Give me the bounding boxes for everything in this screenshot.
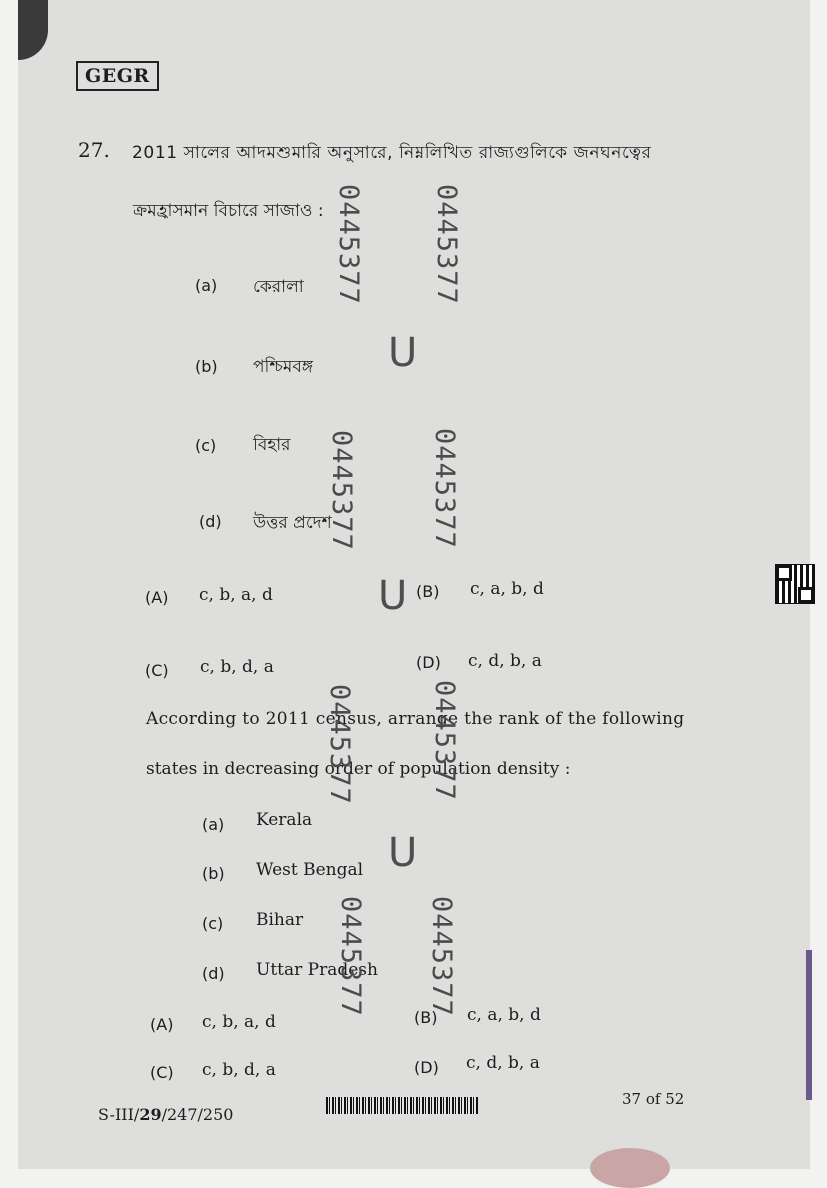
english-option-text: c, a, b, d [467, 1005, 541, 1025]
question-number: 27. [78, 138, 110, 162]
serial-stamp: 0445377 [426, 896, 457, 1017]
english-option-label: (A) [150, 1015, 174, 1034]
english-option-text: c, d, b, a [466, 1053, 540, 1073]
finger-blur [590, 1148, 670, 1188]
serial-stamp: 0445377 [326, 430, 357, 551]
english-option-text: c, b, d, a [202, 1060, 276, 1080]
serial-stamp: 0445377 [335, 896, 366, 1017]
serial-stamp: 0445377 [431, 184, 462, 305]
english-item-text: Uttar Pradesh [256, 960, 378, 980]
english-item-label: (c) [202, 914, 224, 933]
bengali-option-label: (C) [145, 661, 169, 680]
english-option-label: (C) [150, 1063, 174, 1082]
qr-code-icon [776, 565, 814, 603]
bengali-question-line-2: ক্রমহ্রাসমান বিচারে সাজাও : [133, 201, 324, 221]
bengali-item-label: (d) [199, 512, 222, 531]
bengali-option-text: c, b, a, d [199, 585, 273, 605]
paper-code [98, 1105, 233, 1124]
u-stamp-mark: U [388, 330, 418, 376]
english-item-label: (a) [202, 815, 225, 834]
bengali-option-label: (D) [416, 653, 441, 672]
english-item-label: (b) [202, 864, 225, 883]
english-item-label: (d) [202, 964, 225, 983]
subject-code-box: GEGR [76, 61, 159, 91]
serial-stamp: 0445377 [324, 684, 355, 805]
english-question-line-1: According to 2011 census, arrange the rank of the following [146, 709, 685, 729]
serial-stamp: 0445377 [333, 184, 364, 305]
bengali-option-text: c, a, b, d [470, 579, 544, 599]
english-question-line-2: states in decreasing order of population density : [146, 759, 571, 779]
bengali-option-label: (B) [416, 582, 440, 601]
bengali-item-text: উত্তর প্রদেশ [253, 513, 332, 533]
u-stamp-mark: U [388, 830, 418, 876]
exam-page [18, 0, 810, 1169]
serial-stamp: 0445377 [429, 680, 460, 801]
u-stamp-mark: U [378, 573, 408, 619]
page-edge-mark [806, 950, 812, 1100]
bengali-item-text: পশ্চিমবঙ্গ [253, 357, 314, 377]
bengali-item-label: (b) [195, 357, 218, 376]
bengali-item-text: কেরালা [253, 277, 304, 297]
english-option-label: (B) [414, 1008, 438, 1027]
english-item-text: Kerala [256, 810, 313, 830]
bengali-item-label: (a) [195, 276, 218, 295]
english-option-text: c, b, a, d [202, 1012, 276, 1032]
bengali-option-label: (A) [145, 588, 169, 607]
serial-stamp: 0445377 [429, 428, 460, 549]
bengali-option-text: c, d, b, a [468, 651, 542, 671]
bengali-option-text: c, b, d, a [200, 657, 274, 677]
page-fold-shadow [18, 0, 48, 60]
page-number: 37 of 52 [622, 1090, 685, 1108]
bengali-item-text: বিহার [253, 435, 291, 455]
english-option-label: (D) [414, 1058, 439, 1077]
bengali-item-label: (c) [195, 436, 217, 455]
english-item-text: West Bengal [256, 860, 364, 880]
paper-code-suffix: /247/250 [161, 1105, 234, 1124]
paper-code-prefix: S-III/ [98, 1105, 140, 1124]
english-item-text: Bihar [256, 910, 304, 930]
bengali-question-line-1: 2011 সালের আদমশুমারি অনুসারে, নিম্নলিখিত রাজ্যগুলিকে জনঘনত্বের [132, 143, 652, 163]
barcode-icon [326, 1097, 478, 1114]
paper-code-bold: 29 [139, 1105, 162, 1124]
